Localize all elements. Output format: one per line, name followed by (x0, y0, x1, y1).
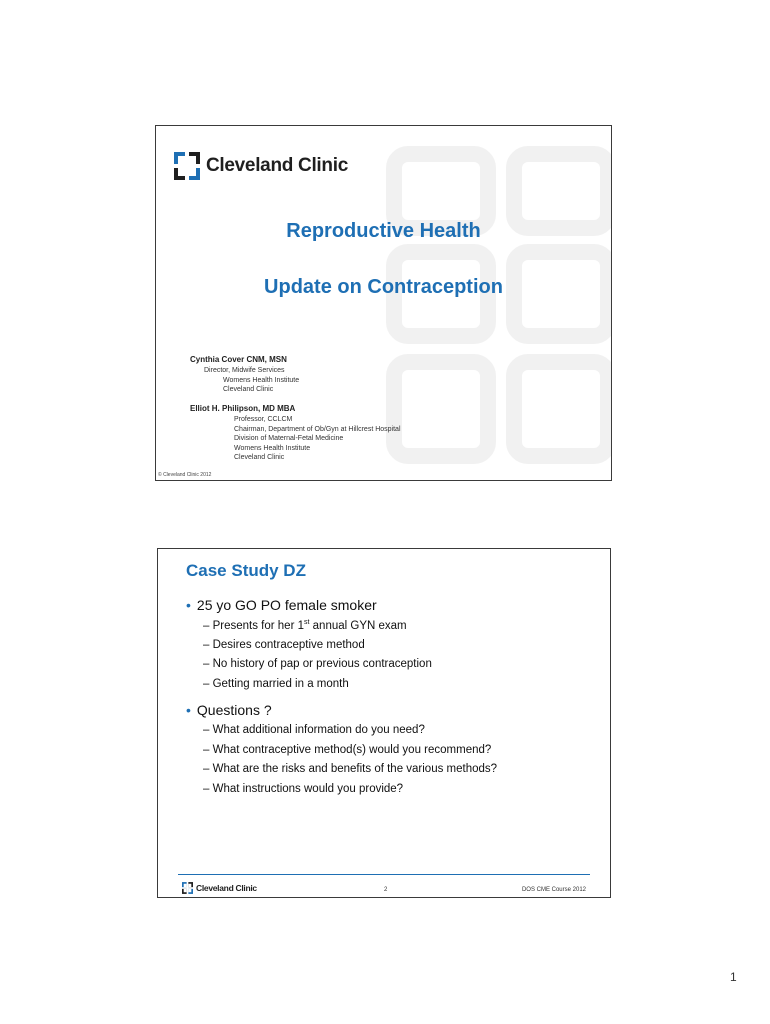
page-number: 1 (730, 970, 737, 984)
sub-text: Presents for her 1 (212, 619, 304, 632)
presenter-1-line: Womens Health Institute (223, 376, 300, 384)
presenter-2-line: Professor, CCLCM (234, 416, 293, 423)
sub-item: – What instructions would you provide? (203, 783, 404, 795)
cleveland-clinic-cross-icon (174, 152, 200, 180)
footer-logo-text: Cleveland Clinic (196, 883, 257, 893)
sub-text: What instructions would you provide? (212, 783, 404, 795)
presenter-2-name: Elliot H. Philipson, MD MBA (190, 404, 296, 413)
sub-item: – No history of pap or previous contraception (203, 658, 432, 670)
bullet-item (186, 702, 272, 718)
sub-text: What contraceptive method(s) would you recommend? (212, 744, 492, 756)
sub-text: Getting married in a month (212, 678, 349, 690)
sub-text: Desires contraceptive method (212, 639, 365, 651)
bullet-dot-icon: • (186, 597, 191, 613)
watermark-shape (506, 354, 612, 464)
cleveland-clinic-cross-icon (182, 882, 193, 894)
superscript: st (304, 619, 310, 626)
presenter-1-name: Cynthia Cover CNM, MSN (190, 355, 287, 364)
sub-item: – What are the risks and benefits of the various methods? (203, 763, 498, 775)
bullet-dot-icon: • (186, 702, 191, 718)
title-line-1: Reproductive Health (286, 220, 481, 242)
copyright: © Cleveland Clinic 2012 (158, 472, 212, 478)
sub-item: – Presents for her 1st annual GYN exam (203, 619, 407, 632)
bullet-item (186, 597, 377, 613)
presenter-2-line: Chairman, Department of Ob/Gyn at Hillcrest Hospital (234, 425, 401, 433)
bullet-text: Questions ? (196, 702, 272, 718)
cleveland-clinic-logo (174, 152, 348, 180)
slide-case-study (157, 548, 611, 898)
bullet-text: 25 yo GO PO female smoker (196, 597, 377, 613)
sub-text: No history of pap or previous contraception (212, 658, 432, 670)
presenter-1-line: Director, Midwife Services (204, 367, 285, 374)
slide-number: 2 (384, 887, 388, 893)
footer-course: DOS CME Course 2012 (521, 887, 586, 893)
presenter-2-line: Cleveland Clinic (234, 454, 285, 461)
sub-item: – What contraceptive method(s) would you recommend? (203, 744, 492, 756)
footer-divider (178, 874, 590, 875)
slide-title-text: Case Study DZ (186, 561, 306, 580)
footer-logo (182, 882, 257, 894)
sub-text: What are the risks and benefits of the various methods? (212, 763, 498, 775)
sub-item: – Desires contraceptive method (203, 639, 365, 651)
title-line-2: Update on Contraception (264, 276, 503, 298)
slide-title (155, 125, 612, 481)
presenter-1-line: Cleveland Clinic (223, 386, 274, 393)
sub-text: annual GYN exam (309, 619, 407, 632)
sub-item: – Getting married in a month (203, 678, 349, 690)
logo-text: Cleveland Clinic (206, 155, 348, 176)
sub-text: What additional information do you need? (212, 724, 425, 736)
presenter-2-line: Womens Health Institute (234, 444, 311, 452)
watermark-shape (386, 354, 496, 464)
presenter-2-line: Division of Maternal-Fetal Medicine (234, 435, 344, 442)
sub-item: – What additional information do you need? (203, 724, 425, 736)
